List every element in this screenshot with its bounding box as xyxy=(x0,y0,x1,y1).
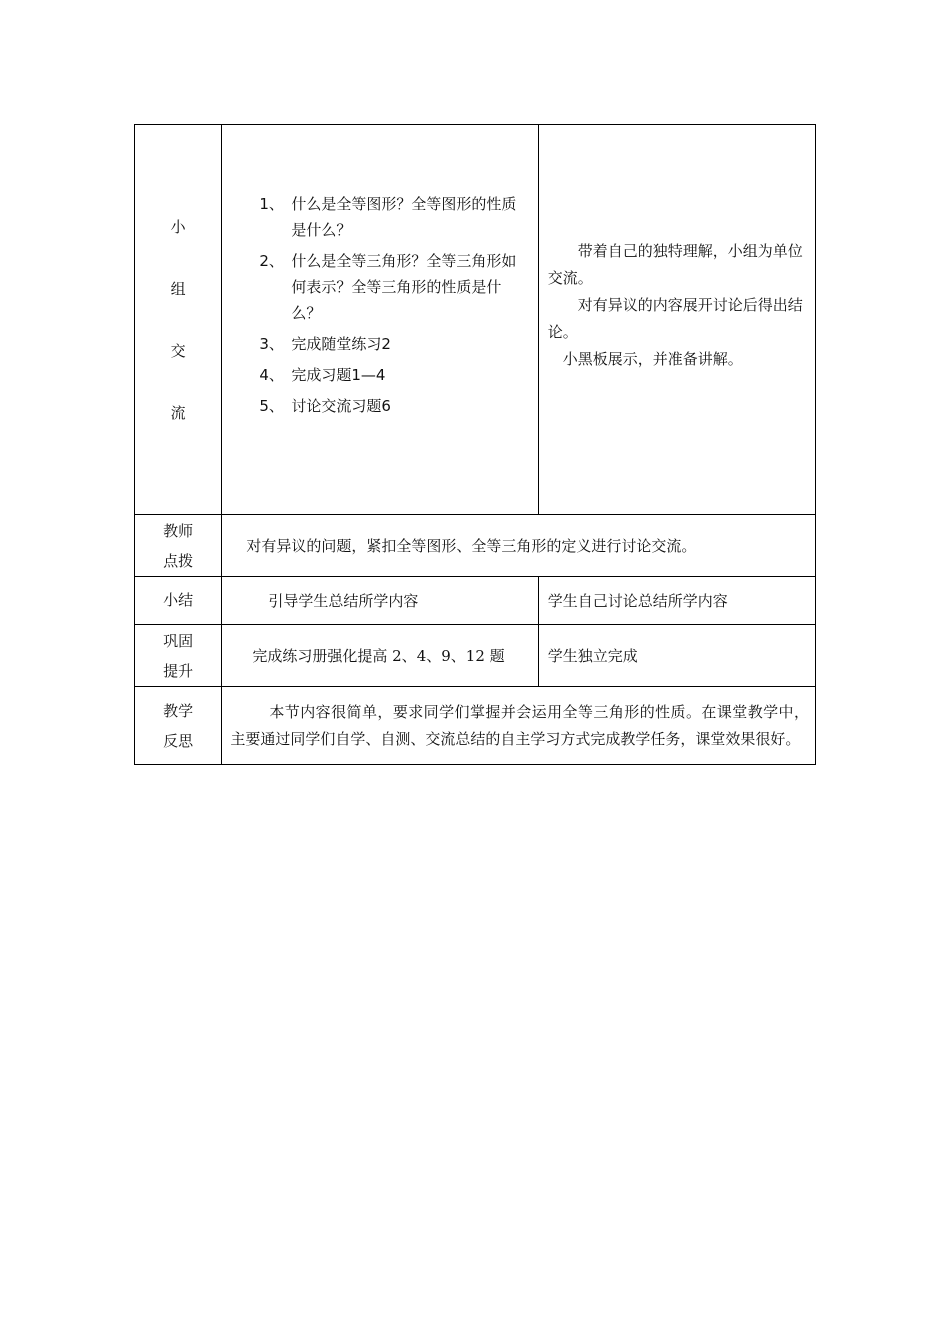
teacher-guidance-text-cell xyxy=(222,515,816,577)
item-text: 完成习题 xyxy=(291,366,352,384)
item-text: 讨论交流习题 xyxy=(291,397,382,415)
reflection-text-cell xyxy=(222,687,816,765)
item-number-tail: 6 xyxy=(381,397,391,415)
reflection-row xyxy=(135,687,816,765)
item-number: 5、 xyxy=(259,397,284,415)
list-item xyxy=(259,331,527,357)
label-line: 教学 xyxy=(163,701,194,720)
note-paragraph: 对有异议的内容展开讨论后得出结论。 xyxy=(547,296,803,341)
summary-student-text: 学生自己讨论总结所学内容 xyxy=(547,591,728,610)
label-char: 交 xyxy=(170,341,186,360)
item-number: 1、 xyxy=(259,195,284,213)
item-text: 什么是全等三角形？全等三角形如何表示？全等三角形的性质是什么？ xyxy=(291,252,517,322)
summary-student-cell xyxy=(538,577,815,625)
group-exchange-notes-cell xyxy=(538,125,815,515)
consolidate-teacher-text: 完成练习册强化提高 2、4、9、12 题 xyxy=(252,646,505,665)
label-line: 点拨 xyxy=(163,551,194,570)
teacher-guidance-row xyxy=(135,515,816,577)
reflection-text: 本节内容很简单，要求同学们掌握并会运用全等三角形的性质。在课堂教学中，主要通过同学们自学、自测、交流总结的自主学习方式完成教学任务，课堂效果很好。 xyxy=(230,702,809,748)
student-notes xyxy=(539,238,815,373)
label-line: 巩固 xyxy=(163,631,194,650)
label-char: 流 xyxy=(170,403,186,422)
label-char: 小 xyxy=(170,217,186,236)
label-line: 提升 xyxy=(163,661,194,680)
summary-teacher-cell xyxy=(222,577,538,625)
item-number: 2、 xyxy=(259,252,284,270)
label-line: 反思 xyxy=(163,731,194,750)
teacher-guidance-label-cell xyxy=(135,515,222,577)
list-item xyxy=(259,362,527,388)
consolidate-teacher-cell xyxy=(222,625,538,687)
summary-row xyxy=(135,577,816,625)
label-char: 组 xyxy=(170,279,186,298)
item-text: 完成随堂练习 xyxy=(291,335,382,353)
item-text: 什么是全等图形？全等图形的性质是什么？ xyxy=(291,195,517,239)
lesson-plan-table xyxy=(134,124,816,765)
consolidate-student-cell xyxy=(538,625,815,687)
task-list xyxy=(222,191,537,419)
group-exchange-tasks-cell xyxy=(222,125,538,515)
consolidate-row xyxy=(135,625,816,687)
item-number: 3、 xyxy=(259,335,284,353)
consolidate-label-cell xyxy=(135,625,222,687)
group-exchange-row xyxy=(135,125,816,515)
group-exchange-label-cell xyxy=(135,125,222,515)
list-item xyxy=(259,191,527,243)
teacher-guidance-text: 对有异议的问题，紧扣全等图形、全等三角形的定义进行讨论交流。 xyxy=(246,536,697,555)
list-item xyxy=(259,248,527,326)
label-line: 教师 xyxy=(163,521,194,540)
item-number: 4、 xyxy=(259,366,284,384)
group-exchange-label xyxy=(135,196,221,444)
summary-teacher-text: 引导学生总结所学内容 xyxy=(268,591,419,610)
item-number-tail: 1—4 xyxy=(351,366,386,384)
summary-label: 小结 xyxy=(135,577,222,625)
note-paragraph: 小黑板展示，并准备讲解。 xyxy=(562,350,743,368)
item-number-tail: 2 xyxy=(381,335,391,353)
reflection-label-cell xyxy=(135,687,222,765)
note-paragraph: 带着自己的独特理解，小组为单位交流。 xyxy=(547,242,803,287)
list-item xyxy=(259,393,527,419)
consolidate-student-text: 学生独立完成 xyxy=(547,646,638,665)
